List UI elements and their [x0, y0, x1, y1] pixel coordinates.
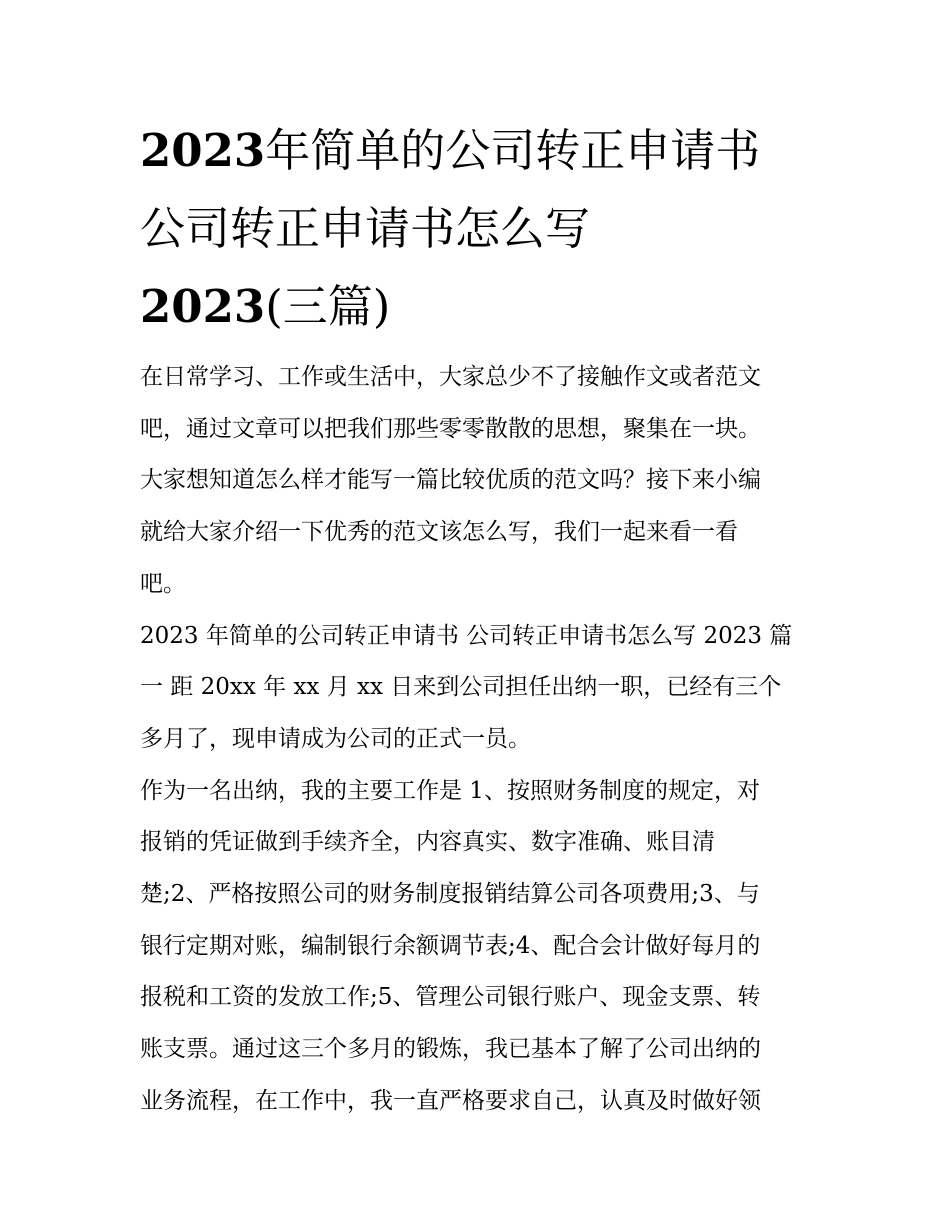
document-body [140, 352, 830, 1128]
title-line [140, 268, 820, 346]
body-line: 报销的凭证做到手续齐全，内容真实、数字准确、账目清 [140, 829, 715, 856]
body-line: 楚;2、严格按照公司的财务制度报销结算公司各项费用;3、与 [140, 881, 760, 908]
body-line: 一 距 20xx 年 xx 月 xx 日来到公司担任出纳一职，已经有三个 [140, 674, 782, 701]
title-line [140, 112, 820, 190]
body-line: 多月了，现申请成为公司的正式一员。 [140, 725, 531, 752]
title-year: 2023 [140, 124, 266, 177]
body-line: 在日常学习、工作或生活中，大家总少不了接触作文或者范文 [140, 364, 761, 390]
body-line: 银行定期对账，编制银行余额调节表;4、配合会计做好每月的 [140, 932, 761, 959]
body-line: 吧，通过文章可以把我们那些零零散散的思想，聚集在一块。 [140, 415, 761, 442]
body-line: 报税和工资的发放工作;5、管理公司银行账户、现金支票、转 [140, 984, 761, 1011]
body-line: 账支票。通过这三个多月的锻炼，我已基本了解了公司出纳的 [140, 1036, 761, 1063]
title-year: 2023 [140, 280, 266, 333]
body-line: 就给大家介绍一下优秀的范文该怎么写，我们一起来看一看 [140, 519, 738, 546]
body-line: 吧。 [140, 570, 186, 597]
body-line: 作为一名出纳，我的主要工作是 1、按照财务制度的规定，对 [140, 777, 760, 804]
body-line: 大家想知道怎么样才能写一篇比较优质的范文吗？接下来小编 [140, 467, 761, 494]
title-text: 年简单的公司转正申请书 [265, 124, 761, 177]
title-text: 公司转正申请书怎么写 [140, 202, 591, 255]
title-text: (三篇) [265, 280, 391, 333]
body-line: 业务流程，在工作中，我一直严格要求自己，认真及时做好领 [140, 1087, 761, 1114]
title-line [140, 190, 820, 268]
body-line: 2023 年简单的公司转正申请书 公司转正申请书怎么写 2023 篇 [140, 622, 793, 649]
document-title [140, 112, 820, 346]
